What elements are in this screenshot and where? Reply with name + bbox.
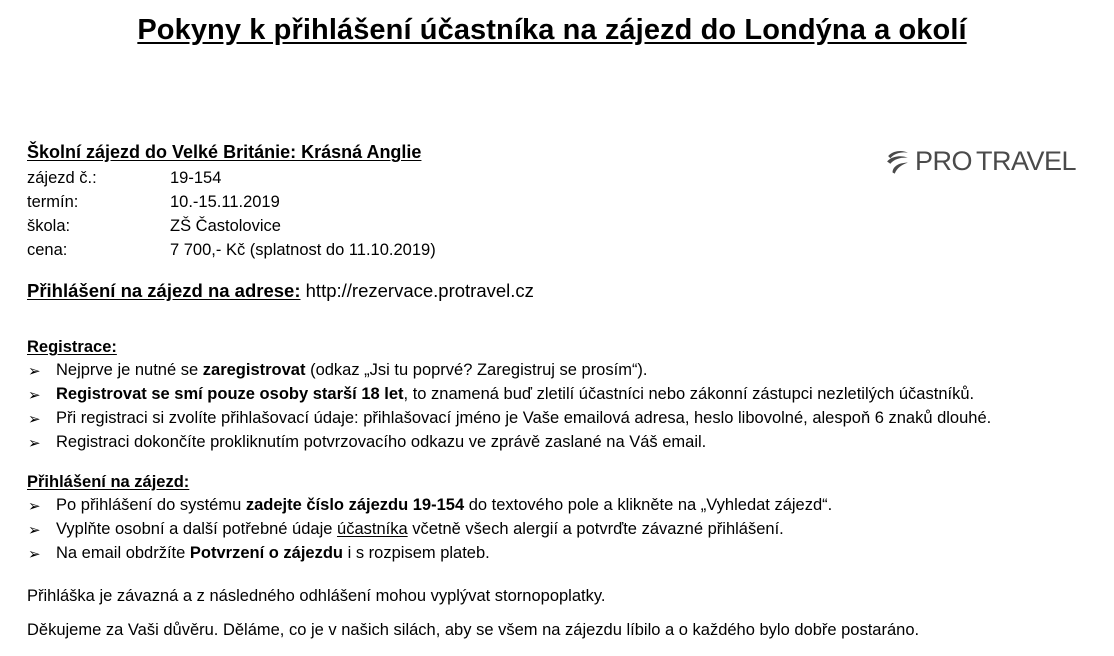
registration-address-url[interactable]: http://rezervace.protravel.cz — [305, 280, 534, 301]
info-label: škola: — [27, 217, 71, 235]
logo-wordmark — [915, 146, 1076, 177]
bullet-bold: zadejte číslo zájezdu 19-154 — [245, 496, 465, 514]
info-row-price — [27, 241, 436, 260]
bullet-text: Po přihlášení do systému — [56, 496, 246, 514]
bullet-text: Vyplňte osobní a další potřebné údaje — [56, 520, 338, 538]
arrow-bullet-icon: ➢ — [28, 521, 41, 539]
protravel-logo — [886, 136, 1076, 186]
page-title: Pokyny k přihlášení účastníka na zájezd do Londýna a okolí — [137, 14, 967, 46]
bullet-text: do textového pole a klikněte na „Vyhledat zájezd“. — [464, 496, 833, 514]
list-item — [28, 361, 648, 380]
bullet-text: Registraci dokončíte prokliknutím potvrzovacího odkazu ve zprávě zaslané na Váš email. — [56, 433, 707, 451]
protravel-logo-icon — [886, 138, 909, 184]
info-row-school — [27, 217, 281, 236]
info-row-date — [27, 193, 280, 212]
arrow-bullet-icon: ➢ — [28, 497, 41, 515]
bullet-underline: účastníka — [337, 520, 408, 538]
bullet-bold: Registrovat se smí pouze osoby starší 18 let — [56, 385, 404, 403]
info-value: 10.-15.11.2019 — [170, 193, 280, 211]
list-item — [28, 520, 784, 539]
registrace-heading: Registrace: — [27, 338, 117, 356]
list-item — [28, 496, 832, 515]
registration-address-label: Přihlášení na zájezd na adrese: — [27, 280, 301, 301]
list-item — [28, 409, 991, 428]
list-item — [28, 385, 974, 404]
registration-address — [27, 280, 534, 302]
bullet-text: , to znamená buď zletilí účastníci nebo zákonní zástupci nezletilých účastníků. — [403, 385, 975, 403]
bullet-text: Na email obdržíte — [56, 544, 190, 562]
prihlaseni-heading: Přihlášení na zájezd: — [27, 473, 190, 491]
arrow-bullet-icon: ➢ — [28, 362, 41, 380]
logo-text-travel: TRAVEL — [975, 145, 1076, 176]
trip-heading: Školní zájezd do Velké Británie: Krásná Anglie — [27, 142, 422, 162]
bullet-text: Nejprve je nutné se — [56, 361, 203, 379]
bullet-text: (odkaz „Jsi tu poprvé? Zaregistruj se prosím“). — [305, 361, 648, 379]
info-row-trip-number — [27, 169, 221, 188]
info-value: 19-154 — [170, 169, 222, 187]
footer-note-thanks: Děkujeme za Vaši důvěru. Děláme, co je v našich silách, aby se všem na zájezdu líbilo a o každého bylo dobře postaráno. — [27, 621, 920, 639]
arrow-bullet-icon: ➢ — [28, 434, 41, 452]
list-item — [28, 433, 706, 452]
bullet-bold: Potvrzení o zájezdu — [189, 544, 344, 562]
bullet-text: Při registraci si zvolíte přihlašovací údaje: přihlašovací jméno je Vaše emailová adresa, heslo libovolné, alespoň 6 znaků dlouhé. — [56, 409, 992, 427]
list-item — [28, 544, 490, 563]
bullet-text: i s rozpisem plateb. — [343, 544, 490, 562]
info-label: zájezd č.: — [27, 169, 97, 187]
info-label: cena: — [27, 241, 68, 259]
arrow-bullet-icon: ➢ — [28, 410, 41, 428]
logo-text-pro: PRO — [914, 145, 972, 176]
arrow-bullet-icon: ➢ — [28, 386, 41, 404]
info-value: 7 700,- Kč (splatnost do 11.10.2019) — [170, 241, 436, 259]
footer-note-cancellation: Přihláška je závazná a z následného odhlášení mohou vyplývat stornopoplatky. — [27, 587, 606, 605]
info-value: ZŠ Častolovice — [170, 217, 281, 235]
arrow-bullet-icon: ➢ — [28, 545, 41, 563]
info-label: termín: — [27, 193, 79, 211]
bullet-bold: zaregistrovat — [202, 361, 306, 379]
bullet-text: včetně všech alergií a potvrďte závazné přihlášení. — [407, 520, 784, 538]
